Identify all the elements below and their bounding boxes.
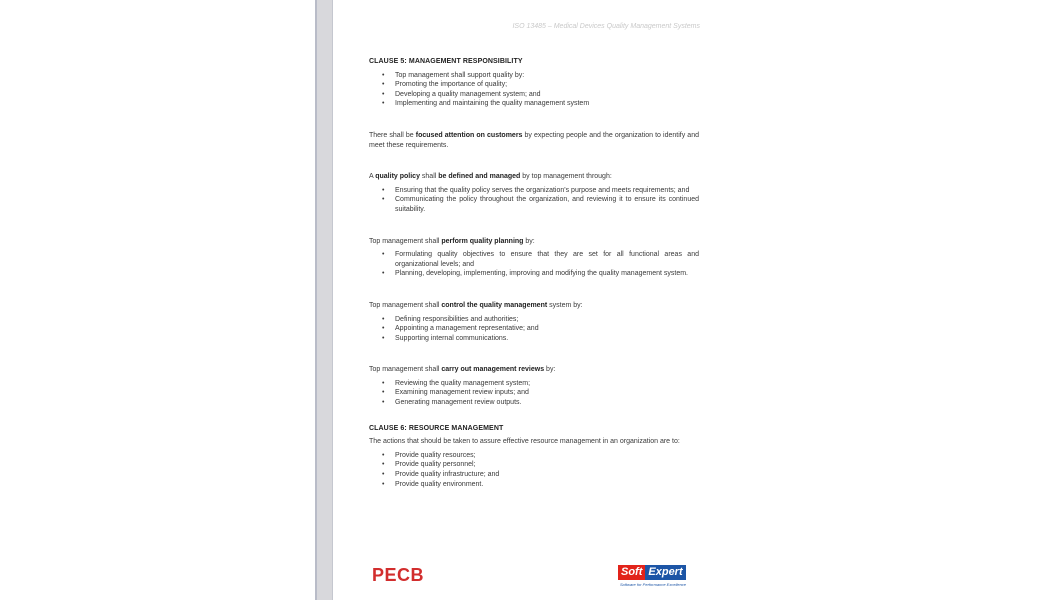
resource-intro-paragraph: The actions that should be taken to assure effective resource management in an organization are to: <box>369 438 680 446</box>
list-item: • Reviewing the quality management system; <box>395 379 699 389</box>
list-item: • Generating management review outputs. <box>395 398 699 408</box>
clause5-heading: CLAUSE 5: MANAGEMENT RESPONSIBILITY <box>369 58 523 65</box>
document-content <box>369 57 699 489</box>
policy-paragraph: A quality policy shall be defined and managed by top management through: <box>369 173 612 181</box>
list-item: • Promoting the importance of quality; <box>395 80 699 90</box>
list-item: • Provide quality infrastructure; and <box>395 470 699 480</box>
list-item: • Communicating the policy throughout the organization, and reviewing it to ensure its continued suitability. <box>395 195 699 214</box>
page-header: ISO 13485 – Medical Devices Quality Management Systems <box>512 23 700 30</box>
review-paragraph: Top management shall carry out management reviews by: <box>369 366 556 374</box>
list-item: • Supporting internal communications. <box>395 334 699 344</box>
document-left-gutter <box>315 0 333 600</box>
control-list <box>369 315 699 344</box>
list-item: • Defining responsibilities and authorities; <box>395 315 699 325</box>
softexpert-soft: Soft <box>618 565 645 580</box>
customer-paragraph: There shall be focused attention on customers by expecting people and the organization to identify and meet these requirements. <box>369 131 699 149</box>
planning-paragraph: Top management shall perform quality planning by: <box>369 237 535 245</box>
clause6-heading: CLAUSE 6: RESOURCE MANAGEMENT <box>369 424 504 432</box>
list-item: • Provide quality resources; <box>395 451 699 461</box>
pecb-logo: PECB <box>372 565 425 585</box>
review-list <box>369 379 699 408</box>
list-item: • Ensuring that the quality policy serves the organization's purpose and meets requirements; and <box>395 186 699 196</box>
list-item: • Formulating quality objectives to ensure that they are set for all functional areas and organizational levels; and <box>395 250 699 269</box>
list-item: • Appointing a management representative; and <box>395 324 699 334</box>
clause5-support-list <box>369 71 699 109</box>
softexpert-wordmark <box>618 562 700 580</box>
list-item: • Top management shall support quality by: <box>395 71 699 81</box>
planning-list <box>369 250 699 279</box>
softexpert-expert: Expert <box>645 565 685 580</box>
list-item: • Examining management review inputs; and <box>395 388 699 398</box>
list-item: • Planning, developing, implementing, improving and modifying the quality management system. <box>395 269 699 279</box>
list-item: • Provide quality environment. <box>395 480 699 490</box>
softexpert-tagline: Software for Performance Excellence <box>620 582 687 587</box>
list-item: • Provide quality personnel; <box>395 460 699 470</box>
resource-list <box>369 451 699 489</box>
policy-list <box>369 186 699 215</box>
control-paragraph: Top management shall control the quality management system by: <box>369 301 583 309</box>
list-item: • Implementing and maintaining the quality management system <box>395 99 699 109</box>
softexpert-logo <box>618 562 700 588</box>
list-item: • Developing a quality management system; and <box>395 90 699 100</box>
